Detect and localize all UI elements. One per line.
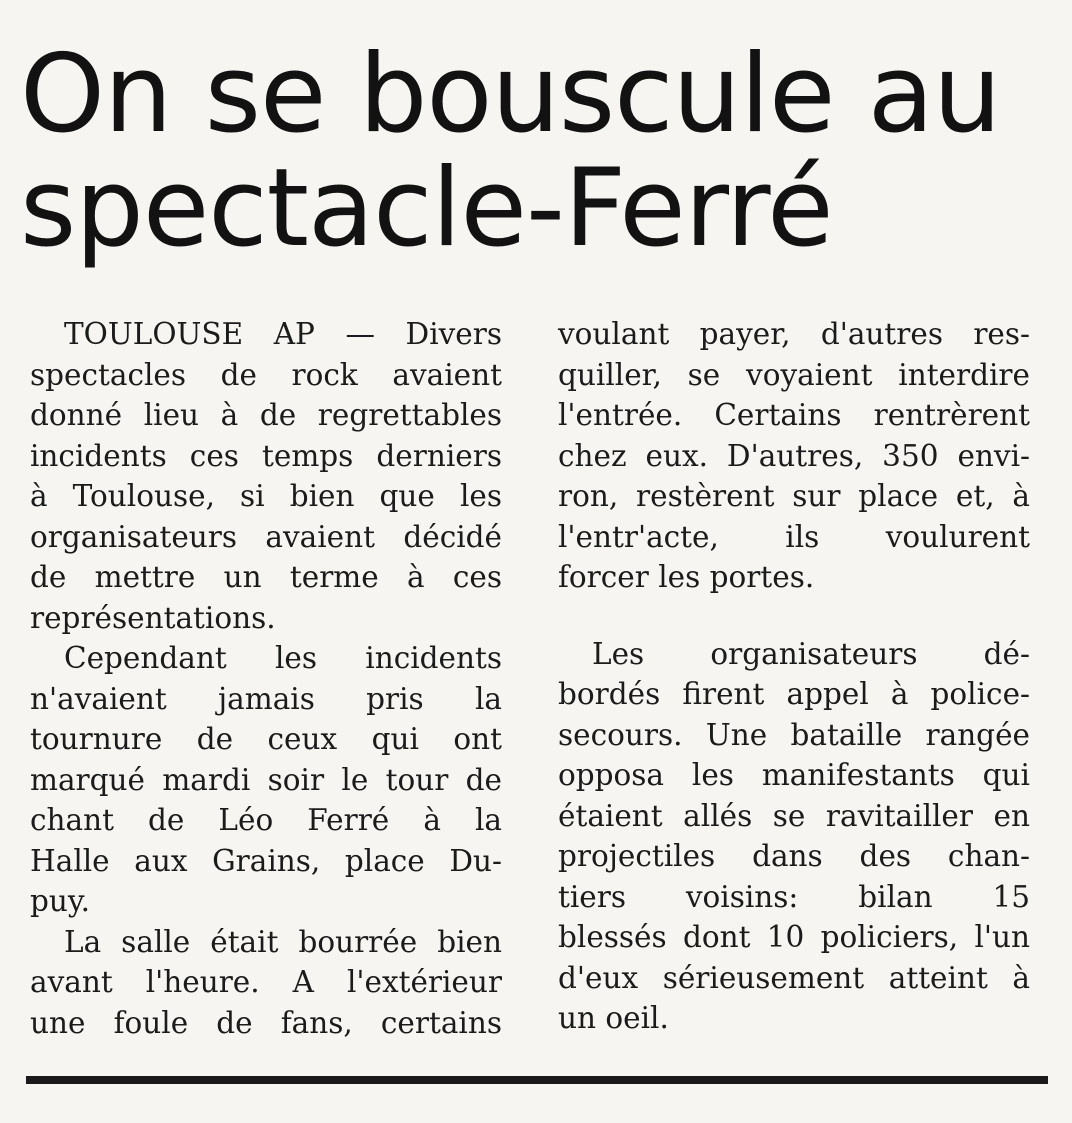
text-line: n'avaient jamais pris la [30,681,502,716]
text-line: l'entrée. Certains rentrèrent [558,398,1030,432]
text-line: puy. [30,884,91,918]
text-line: spectacles de rock avaient [30,357,502,392]
text-line: voulant payer, d'autres res- [558,317,1030,351]
text-line: chez eux. D'autres, 350 envi- [558,438,1030,473]
text-line: secours. Une bataille rangée [558,717,1030,752]
text-line: quiller, se voyaient interdire [558,357,1030,392]
text-line: forcer les portes. [558,560,815,594]
text-line: projectiles dans des chan- [558,839,1030,873]
text-line: ron, restèrent sur place et, à [558,479,1030,513]
text-line: bordés firent appel à police- [558,677,1030,711]
bottom-rule [26,1076,1048,1084]
text-line: marqué mardi soir le tour de [30,762,502,797]
left-column [30,314,502,1043]
headline-line: On se bouscule au [20,32,1001,157]
text-line: tournure de ceux qui ont [30,722,502,756]
headline [20,32,1060,271]
text-line: de mettre un terme à ces [30,560,502,594]
text-line: Cependant les incidents [64,641,502,675]
text-line: opposa les manifestants qui [558,758,1030,792]
headline-line: spectacle-Ferré [20,146,833,271]
text-line: chant de Léo Ferré à la [30,803,502,837]
text-line: TOULOUSE AP — Divers [64,317,502,351]
paragraph-gap [558,598,1030,634]
right-column [558,314,1030,1039]
text-line: tiers voisins: bilan 15 [558,879,1030,914]
text-line: à Toulouse, si bien que les [30,479,502,513]
text-line: Halle aux Grains, place Du- [30,843,502,878]
text-line: organisateurs avaient décidé [30,519,502,554]
text-line: La salle était bourrée bien [64,924,502,959]
text-line: représentations. [30,600,276,635]
text-line: avant l'heure. A l'extérieur [30,965,502,999]
text-line: Les organisateurs dé- [592,636,1030,671]
text-line: une foule de fans, certains [30,1005,502,1040]
text-line: l'entr'acte, ils voulurent [558,519,1030,554]
text-line: étaient allés se ravitailler en [558,798,1030,833]
text-line: un oeil. [558,1001,669,1035]
text-line: donné lieu à de regrettables [30,398,502,432]
text-line: incidents ces temps derniers [30,438,502,473]
text-line: blessés dont 10 policiers, l'un [558,920,1030,954]
text-line: d'eux sérieusement atteint à [558,960,1030,995]
